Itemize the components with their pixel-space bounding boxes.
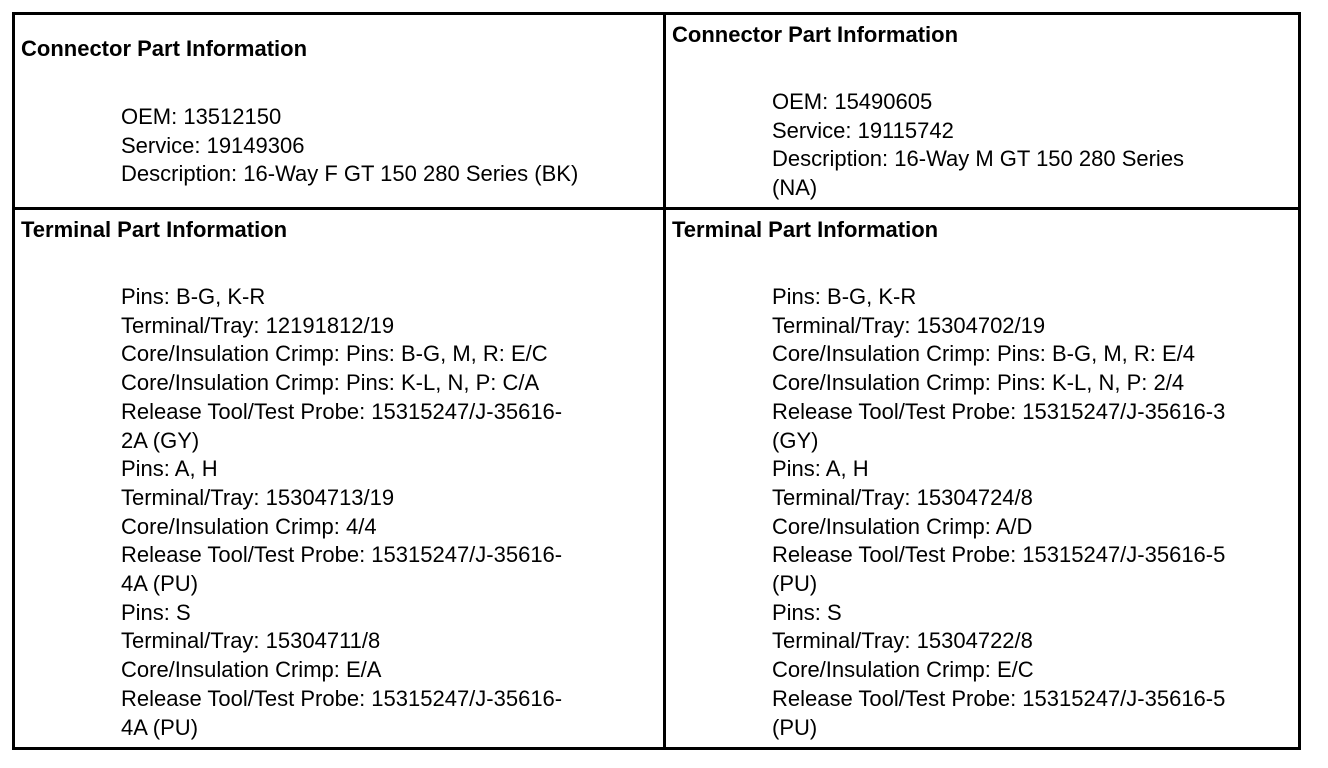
detail-line: Terminal/Tray: 15304702/19: [772, 312, 1046, 338]
detail-line: Terminal/Tray: 15304722/8: [772, 628, 1033, 654]
right-terminal-cell: [666, 210, 1298, 747]
detail-line: Pins: B-G, K-R: [772, 284, 917, 309]
detail-line: Release Tool/Test Probe: 15315247/J-35616-3: [772, 398, 1226, 424]
detail-line: Pins: S: [772, 599, 842, 625]
detail-line: 2A (GY): [121, 427, 200, 453]
detail-line: Core/Insulation Crimp: E/C: [772, 657, 1034, 683]
detail-line: Core/Insulation Crimp: Pins: K-L, N, P: C/A: [121, 370, 540, 396]
detail-line: 4A (PU): [121, 571, 199, 597]
right-terminal-title: Terminal Part Information: [672, 217, 939, 242]
left-terminal-title: Terminal Part Information: [21, 217, 288, 242]
detail-line: Release Tool/Test Probe: 15315247/J-35616-5: [772, 685, 1226, 711]
detail-line: Terminal/Tray: 15304711/8: [121, 628, 381, 654]
detail-line: Pins: A, H: [772, 456, 869, 482]
right-terminal-details: [772, 283, 1225, 742]
detail-line: Service: 19115742: [772, 117, 954, 143]
connector-parts-table: [12, 12, 1301, 750]
left-connector-cell: [15, 15, 663, 207]
detail-line: Release Tool/Test Probe: 15315247/J-35616-: [121, 685, 563, 711]
left-connector-details: [121, 103, 578, 189]
left-connector-title: Connector Part Information: [21, 36, 308, 61]
detail-line: OEM: 15490605: [772, 89, 933, 114]
detail-line: Core/Insulation Crimp: E/A: [121, 657, 382, 683]
detail-line: Release Tool/Test Probe: 15315247/J-35616-: [121, 542, 563, 568]
right-connector-cell: [666, 15, 1298, 207]
detail-line: Terminal/Tray: 15304724/8: [772, 484, 1033, 510]
detail-line: Pins: S: [121, 599, 191, 625]
detail-line: Release Tool/Test Probe: 15315247/J-35616-: [121, 398, 563, 424]
detail-line: Core/Insulation Crimp: Pins: K-L, N, P: 2/4: [772, 370, 1185, 396]
detail-line: Terminal/Tray: 12191812/19: [121, 312, 395, 338]
right-connector-details: [772, 88, 1184, 203]
detail-line: Terminal/Tray: 15304713/19: [121, 484, 395, 510]
detail-line: Pins: A, H: [121, 456, 218, 482]
detail-line: Service: 19149306: [121, 132, 305, 158]
detail-line: Description: 16-Way F GT 150 280 Series (BK): [121, 161, 579, 187]
detail-line: (NA): [772, 175, 818, 201]
detail-line: Core/Insulation Crimp: Pins: B-G, M, R: E/C: [121, 341, 548, 367]
detail-line: (GY): [772, 427, 819, 453]
detail-line: Core/Insulation Crimp: A/D: [772, 513, 1033, 539]
left-terminal-details: [121, 283, 562, 742]
detail-line: (PU): [772, 714, 818, 740]
detail-line: OEM: 13512150: [121, 104, 282, 129]
detail-line: Core/Insulation Crimp: 4/4: [121, 513, 377, 539]
detail-line: Release Tool/Test Probe: 15315247/J-35616-5: [772, 542, 1226, 568]
detail-line: 4A (PU): [121, 714, 199, 740]
detail-line: Core/Insulation Crimp: Pins: B-G, M, R: E/4: [772, 341, 1196, 367]
left-terminal-cell: [15, 210, 663, 747]
detail-line: Pins: B-G, K-R: [121, 284, 266, 309]
right-connector-title: Connector Part Information: [672, 22, 959, 47]
detail-line: (PU): [772, 571, 818, 597]
detail-line: Description: 16-Way M GT 150 280 Series: [772, 146, 1185, 172]
